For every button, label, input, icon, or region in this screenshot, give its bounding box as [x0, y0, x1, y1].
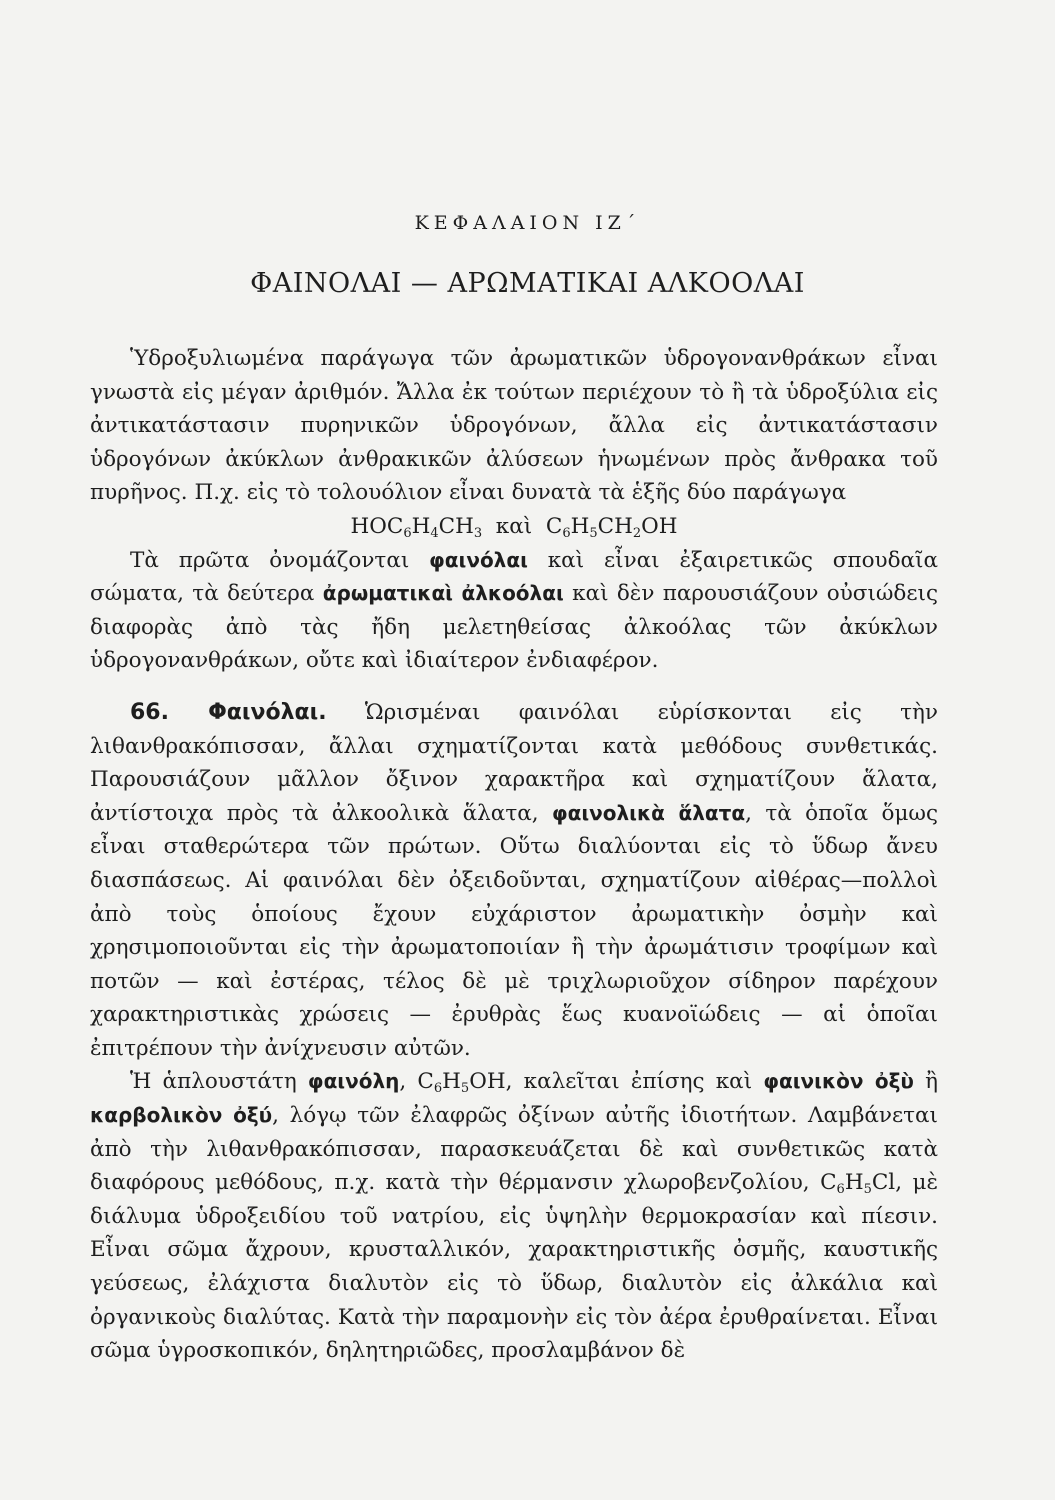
formula-conjunction: καὶ	[495, 513, 533, 539]
term-phenic-acid: φαινικὸν ὀξὺ	[763, 1069, 914, 1094]
term-phenolates: φαινολικὰ ἅλατα	[551, 800, 746, 825]
page-body	[90, 342, 938, 1368]
paragraph-classes: Τὰ πρῶτα ὀνομάζονται φαινόλαι καὶ εἶναι ἐξαιρετικῶς σπουδαῖα σώματα, τὰ δεύτερα ἀρωματικαὶ ἀλκοόλαι καὶ δὲν παρουσιάζουν οὐσιώδεις διαφορὰς ἀπὸ τὰς ἤδη μελετηθείσας ἀλκοόλας τῶν ἀκύκλων ὑδρογονανθράκων, οὔτε καὶ ἰδιαίτερον ἐνδιαφέρον.	[90, 547, 938, 674]
term-carbolic-acid: καρβολικὸν ὀξύ	[90, 1103, 273, 1128]
section-heading: 66. Φαινόλαι.	[130, 699, 327, 725]
section-gap	[90, 678, 938, 696]
formula-benzyl-alcohol: $C_6H_5CH_2OH$	[545, 513, 678, 541]
formula-line	[90, 510, 938, 544]
term-phenol: φαινόλη	[307, 1069, 400, 1094]
chapter-heading: ΚΕΦΑΛΑΙΟΝ ΙΖ΄	[414, 212, 641, 234]
formula-cresol: $HOC_6H_4CH_3$	[350, 513, 483, 541]
paragraph-section-66: 66. Φαινόλαι. Ὡρισμέναι φαινόλαι εὑρίσκονται εἰς τὴν λιθανθρακόπισσαν, ἄλλαι σχηματίζονται κατὰ μεθόδους συνθετικάς. Παρουσιάζουν μᾶλλον ὄξινον χαρακτῆρα καὶ σχηματίζουν ἅλατα, ἀντίστοιχα πρὸς τὰ ἀλκοολικὰ ἅλατα, φαινολικὰ ἅλατα, τὰ ὁποῖα ὅμως εἶναι σταθερώτερα τῶν πρώτων. Οὕτω διαλύονται εἰς τὸ ὕδωρ ἄνευ διασπάσεως. Αἱ φαινόλαι δὲν ὀξειδοῦνται, σχηματίζουν αἰθέρας—πολλοὶ ἀπὸ τοὺς ὁποίους ἔχουν εὐχάριστον ἀρωματικὴν ὀσμὴν καὶ χρησιμοποιοῦνται εἰς τὴν ἀρωματοποιίαν ἢ τὴν ἀρωμάτισιν τροφίμων καὶ ποτῶν — καὶ ἐστέρας, τέλος δὲ μὲ τριχλωριοῦχον σίδηρον παρέχουν χαρακτηριστικὰς χρώσεις — ἐρυθρὰς ἕως κυανοϊώδεις — αἱ ὁποῖαι ἐπιτρέπουν τὴν ἀνίχνευσιν αὐτῶν.	[90, 699, 938, 1061]
term-phenols: φαινόλαι	[429, 547, 528, 572]
formula-chlorobenzene: $C_6H_5Cl$	[820, 1170, 896, 1198]
term-aromatic-alcohols: ἀρωματικαὶ ἀλκοόλαι	[322, 581, 564, 606]
paragraph-phenol: Ἡ ἁπλουστάτη φαινόλη, $C_6H_5OH$, καλεῖται ἐπίσης καὶ φαινικὸν ὀξὺ ἢ καρβολικὸν ὀξύ, λόγῳ τῶν ἐλαφρῶς ὀξίνων αὐτῆς ἰδιοτήτων. Λαμβάνεται ἀπὸ τὴν λιθανθρακόπισσαν, παρασκευάζεται δὲ καὶ συνθετικῶς κατὰ διαφόρους μεθόδους, π.χ. κατὰ τὴν θέρμανσιν χλωροβενζολίου, $C_6H_5Cl$, μὲ διάλυμα ὑδροξειδίου τοῦ νατρίου, εἰς ὑψηλὴν θερμοκρασίαν καὶ πίεσιν. Εἶναι σῶμα ἄχρουν, κρυσταλλικόν, χαρακτηριστικῆς ὀσμῆς, καυστικῆς γεύσεως, ἐλάχιστα διαλυτὸν εἰς τὸ ὕδωρ, διαλυτὸν εἰς ἀλκάλια καὶ ὀργανικοὺς διαλύτας. Κατὰ τὴν παραμονὴν εἰς τὸν ἀέρα ἐρυθραίνεται. Εἶναι σῶμα ὑγροσκοπικόν, δηλητηριῶδες, προσλαμβάνον δὲ	[90, 1069, 939, 1364]
chapter-title: ΦΑΙΝΟΛΑΙ — ΑΡΩΜΑΤΙΚΑΙ ΑΛΚΟΟΛΑΙ	[250, 268, 805, 299]
paragraph-intro: Ὑδροξυλιωμένα παράγωγα τῶν ἀρωματικῶν ὑδρογονανθράκων εἶναι γνωστὰ εἰς μέγαν ἀριθμόν. Ἄλλα ἐκ τούτων περιέχουν τὸ ἢ τὰ ὑδροξύλια εἰς ἀντικατάστασιν πυρηνικῶν ὑδρογόνων, ἄλλα εἰς ἀντικατάστασιν ὑδρογόνων ἀκύκλων ἀνθρακικῶν ἀλύσεων ἡνωμένων πρὸς ἄνθρακα τοῦ πυρῆνος. Π.χ. εἰς τὸ τολουόλιον εἶναι δυνατὰ τὰ ἑξῆς δύο παράγωγα	[90, 346, 938, 506]
formula-phenol: $C_6H_5OH$	[417, 1069, 506, 1097]
